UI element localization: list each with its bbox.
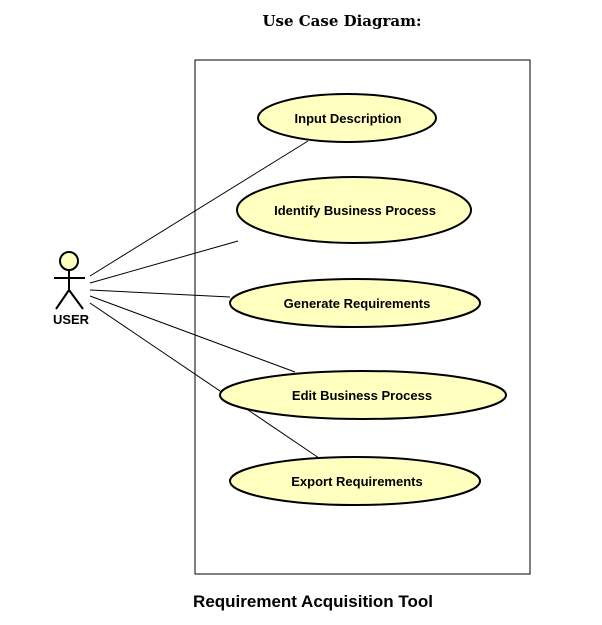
- use-case-label: Identify Business Process: [274, 203, 436, 218]
- use-case-edit-business-process: [220, 371, 506, 419]
- diagram-caption: Requirement Acquisition Tool: [193, 592, 433, 611]
- use-case-label: Input Description: [294, 111, 402, 126]
- use-case-label: Generate Requirements: [283, 296, 431, 311]
- use-case-identify-business-process: [237, 177, 471, 243]
- use-case-label: Export Requirements: [291, 474, 423, 489]
- actor-head: [60, 252, 78, 270]
- actor-left-leg: [56, 290, 69, 309]
- actor-right-leg: [69, 290, 83, 309]
- diagram-title: Use Case Diagram:: [262, 12, 422, 30]
- actor-user: [54, 252, 85, 309]
- use-case-generate-requirements: [230, 279, 480, 327]
- use-case-export-requirements: [230, 457, 480, 505]
- use-case-input-description: [258, 94, 436, 142]
- actor-label: USER: [52, 312, 90, 327]
- use-case-label: Edit Business Process: [291, 388, 433, 403]
- association-generate-requirements: [90, 290, 230, 297]
